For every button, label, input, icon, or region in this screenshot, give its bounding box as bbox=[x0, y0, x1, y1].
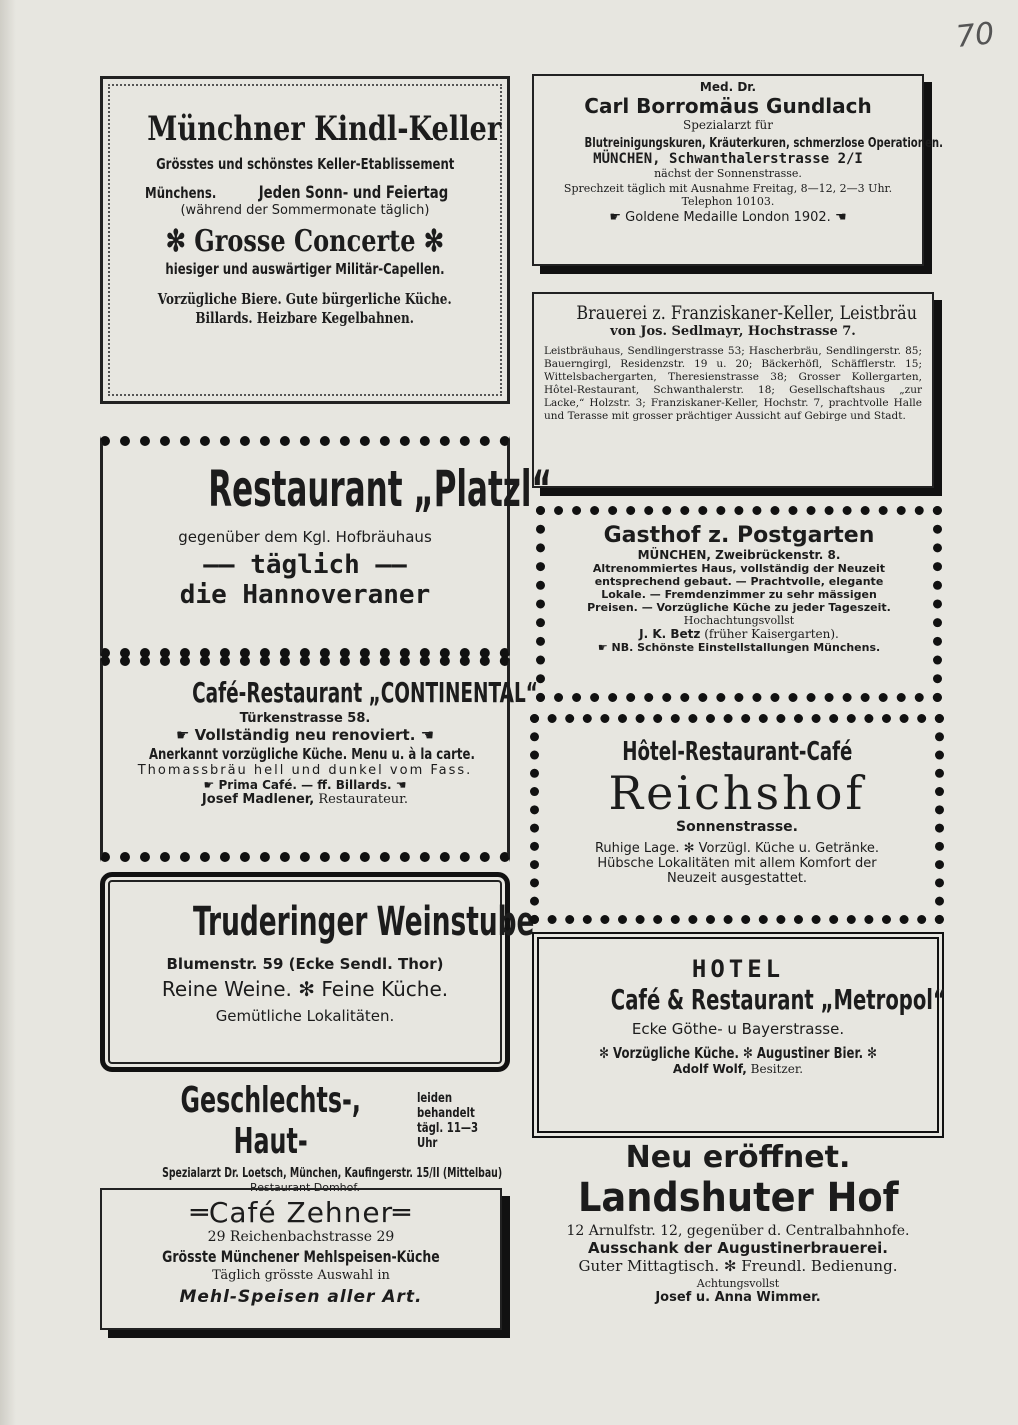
gundlach-hours: Sprechzeit täglich mit Ausnahme Freitag, 8—12, 2—3 Uhr. bbox=[563, 182, 893, 195]
metropol-title: Café & Restaurant „Metropol“ bbox=[610, 983, 946, 1016]
franziskaner-body: Leistbräuhaus, Sendlingerstrasse 53; Hascherbräu, Sendlingerstr. 85; Bauerngirgl, Residenzstr. 19 u. 20; Bäckerhöfl, Schäfflerstr. 15; Wittelsbachergarten, Theresienstrasse 38; Grosser Kollergarten, Hôtel-Restaurant, Schwanthalerstr. 18; Gesellschaftshaus „zur Lacke,“ Holzstr. 3; Franziskaner-Keller, Hochstr. 7, prachtvolle Halle und Terasse mit grosser prächtiger Aussicht auf Gebirge und Stadt. bbox=[544, 345, 922, 422]
platzl-opposite: gegenüber dem Kgl. Hofbräuhaus bbox=[178, 528, 432, 546]
postgarten-owner-note: (früher Kaisergarten). bbox=[704, 627, 839, 641]
ad-truderinger bbox=[100, 872, 535, 1072]
metropol-owner-line bbox=[539, 1062, 937, 1076]
postgarten-owner-line bbox=[555, 627, 923, 641]
zehner-address: 29 Reichenbachstrasse 29 bbox=[207, 1229, 395, 1245]
postgarten-owner: J. K. Betz bbox=[639, 627, 701, 641]
gundlach-name: Carl Borromäus Gundlach bbox=[584, 94, 872, 118]
loetsch-note: Restaurant Domhof. bbox=[250, 1181, 360, 1194]
ad-loetsch bbox=[96, 1080, 514, 1194]
zehner-claim: Grösste Münchener Mehlspeisen-Küche bbox=[162, 1247, 440, 1266]
continental-extras: ☛ Prima Café. — ff. Billards. ☚ bbox=[203, 778, 407, 792]
metropol-owner: Adolf Wolf, bbox=[672, 1062, 747, 1076]
ad-landshuter-hof bbox=[526, 1138, 950, 1348]
gundlach-specialist: Spezialarzt für bbox=[683, 118, 773, 132]
postgarten-l2: entsprechend gebaut. — Prachtvolle, elegante bbox=[594, 575, 884, 588]
continental-renovated: ☛ Vollständig neu renoviert. ☚ bbox=[175, 726, 435, 744]
landshuter-opened: Neu eröffnet. bbox=[625, 1140, 851, 1175]
ad-franziskaner bbox=[532, 292, 934, 488]
gundlach-title: Med. Dr. bbox=[699, 80, 757, 94]
gundlach-phone: Telephon 10103. bbox=[681, 195, 775, 208]
gundlach-near: nächst der Sonnenstrasse. bbox=[654, 167, 802, 180]
continental-address: Türkenstrasse 58. bbox=[239, 711, 371, 726]
loetsch-headline bbox=[96, 1080, 514, 1162]
gundlach-address: MÜNCHEN, Schwanthalerstrasse 2/I bbox=[593, 151, 863, 167]
postgarten-l4: Preisen. — Vorzügliche Küche zu jeder Tageszeit. bbox=[587, 601, 891, 614]
kindl-season: (während der Sommermonate täglich) bbox=[180, 203, 430, 218]
continental-owner-line bbox=[103, 792, 507, 807]
metropol-hotel: HOTEL bbox=[691, 955, 785, 983]
postgarten-nb: ☛ NB. Schönste Einstellstallungen Münchens. bbox=[597, 641, 881, 654]
page-number: 70 bbox=[954, 16, 996, 55]
landshuter-owners: Josef u. Anna Wimmer. bbox=[655, 1290, 821, 1305]
platzl-title: Restaurant „Platzl“ bbox=[208, 460, 552, 518]
continental-owner: Josef Madlener, bbox=[201, 792, 315, 807]
truderinger-rooms: Gemütliche Lokalitäten. bbox=[215, 1007, 395, 1025]
kindl-bands: hiesiger und auswärtiger Militär-Capellen. bbox=[165, 260, 445, 278]
ad-platzl bbox=[100, 436, 552, 658]
continental-title: Café-Restaurant „CONTINENTAL“ bbox=[192, 676, 538, 709]
platzl-daily: —— täglich —— bbox=[203, 550, 407, 580]
metropol-owner-title: Besitzer. bbox=[750, 1062, 804, 1076]
postgarten-greeting: Hochachtungsvollst bbox=[683, 614, 795, 627]
ad-cafe-zehner bbox=[100, 1188, 502, 1330]
platzl-band: die Hannoveraner bbox=[179, 580, 431, 610]
franziskaner-owner: von Jos. Sedlmayr, Hochstrasse 7. bbox=[610, 324, 856, 339]
loetsch-hours bbox=[405, 1091, 514, 1151]
postgarten-address: MÜNCHEN, Zweibrückenstr. 8. bbox=[637, 548, 841, 562]
reichshof-title: Reichshof bbox=[608, 766, 866, 820]
postgarten-l1: Altrenommiertes Haus, vollständig der Neuzeit bbox=[592, 562, 886, 575]
kindl-line2: Billards. Heizbare Kegelbahnen. bbox=[195, 309, 415, 327]
loetsch-head2b: tägl. 11—3 Uhr bbox=[417, 1121, 479, 1151]
ad-continental bbox=[100, 656, 538, 862]
franziskaner-title: Brauerei z. Franziskaner-Keller, Leistbräu bbox=[576, 302, 917, 324]
page-edge bbox=[0, 0, 16, 1425]
ad-postgarten bbox=[536, 506, 942, 702]
kindl-sub1: Grösstes und schönstes Keller-Etablissement bbox=[155, 155, 455, 173]
loetsch-head2a: leiden behandelt bbox=[417, 1091, 476, 1121]
ad-metropol bbox=[532, 932, 944, 1138]
landshuter-brewery: Ausschank der Augustinerbrauerei. bbox=[588, 1239, 888, 1257]
zehner-daily: Täglich grösste Auswahl in bbox=[212, 1268, 390, 1283]
truderinger-title: Truderinger Weinstube bbox=[192, 899, 535, 945]
truderinger-slogan: Reine Weine. ✻ Feine Küche. bbox=[161, 977, 449, 1001]
metropol-address: Ecke Göthe- u Bayerstrasse. bbox=[631, 1020, 845, 1038]
kindl-line1: Vorzügliche Biere. Gute bürgerliche Küche. bbox=[158, 290, 452, 308]
kindl-title: Münchner Kindl-Keller bbox=[147, 109, 502, 149]
landshuter-address: 12 Arnulfstr. 12, gegenüber d. Centralbahnhofe. bbox=[566, 1223, 910, 1239]
kindl-concert: ✻ Grosse Concerte ✻ bbox=[165, 224, 445, 259]
postgarten-l3: Lokale. — Fremdenzimmer zu sehr mässigen bbox=[601, 588, 877, 601]
reichshof-l2: Hübsche Lokalitäten mit allem Komfort der bbox=[597, 856, 877, 871]
ad-gundlach bbox=[532, 74, 943, 266]
ad-reichshof bbox=[530, 714, 944, 924]
continental-owner-title: Restaurateur. bbox=[318, 792, 409, 807]
zehner-title: ═Café Zehner═ bbox=[190, 1196, 412, 1229]
postgarten-title: Gasthof z. Postgarten bbox=[603, 523, 875, 548]
reichshof-head: Hôtel-Restaurant-Café bbox=[621, 737, 853, 767]
reichshof-street: Sonnenstrasse. bbox=[676, 819, 798, 835]
gundlach-medal: ☛ Goldene Medaille London 1902. ☚ bbox=[609, 210, 847, 225]
reichshof-l1: Ruhige Lage. ✻ Vorzügl. Küche u. Getränke. bbox=[594, 841, 880, 856]
landshuter-title: Landshuter Hof bbox=[577, 1175, 899, 1221]
landshuter-service: Guter Mittagtisch. ✻ Freundl. Bedienung. bbox=[578, 1257, 898, 1275]
loetsch-head: Geschlechts-, Haut- bbox=[180, 1080, 361, 1162]
loetsch-doctor: Spezialarzt Dr. Loetsch, München, Kaufingerstr. 15/II (Mittelbau) bbox=[162, 1166, 503, 1181]
continental-beer: Thomassbräu hell und dunkel vom Fass. bbox=[137, 763, 473, 778]
ad-kindl-keller bbox=[100, 76, 510, 404]
metropol-features: ✻ Vorzügliche Küche. ✻ Augustiner Bier. ✻ bbox=[599, 1044, 877, 1062]
continental-kitchen: Anerkannt vorzügliche Küche. Menu u. à la carte. bbox=[148, 745, 475, 763]
kindl-days: Jeden Sonn- und Feiertag bbox=[258, 183, 448, 203]
zehner-dishes: Mehl-Speisen aller Art. bbox=[179, 1287, 423, 1307]
reichshof-l3: Neuzeit ausgestattet. bbox=[666, 871, 808, 886]
kindl-sub2: Münchens. bbox=[145, 184, 217, 202]
gundlach-services: Blutreinigungskuren, Kräuterkuren, schmerzlose Operationen. bbox=[584, 136, 943, 151]
truderinger-address: Blumenstr. 59 (Ecke Sendl. Thor) bbox=[166, 955, 444, 973]
landshuter-greeting: Achtungsvollst bbox=[696, 1277, 780, 1290]
